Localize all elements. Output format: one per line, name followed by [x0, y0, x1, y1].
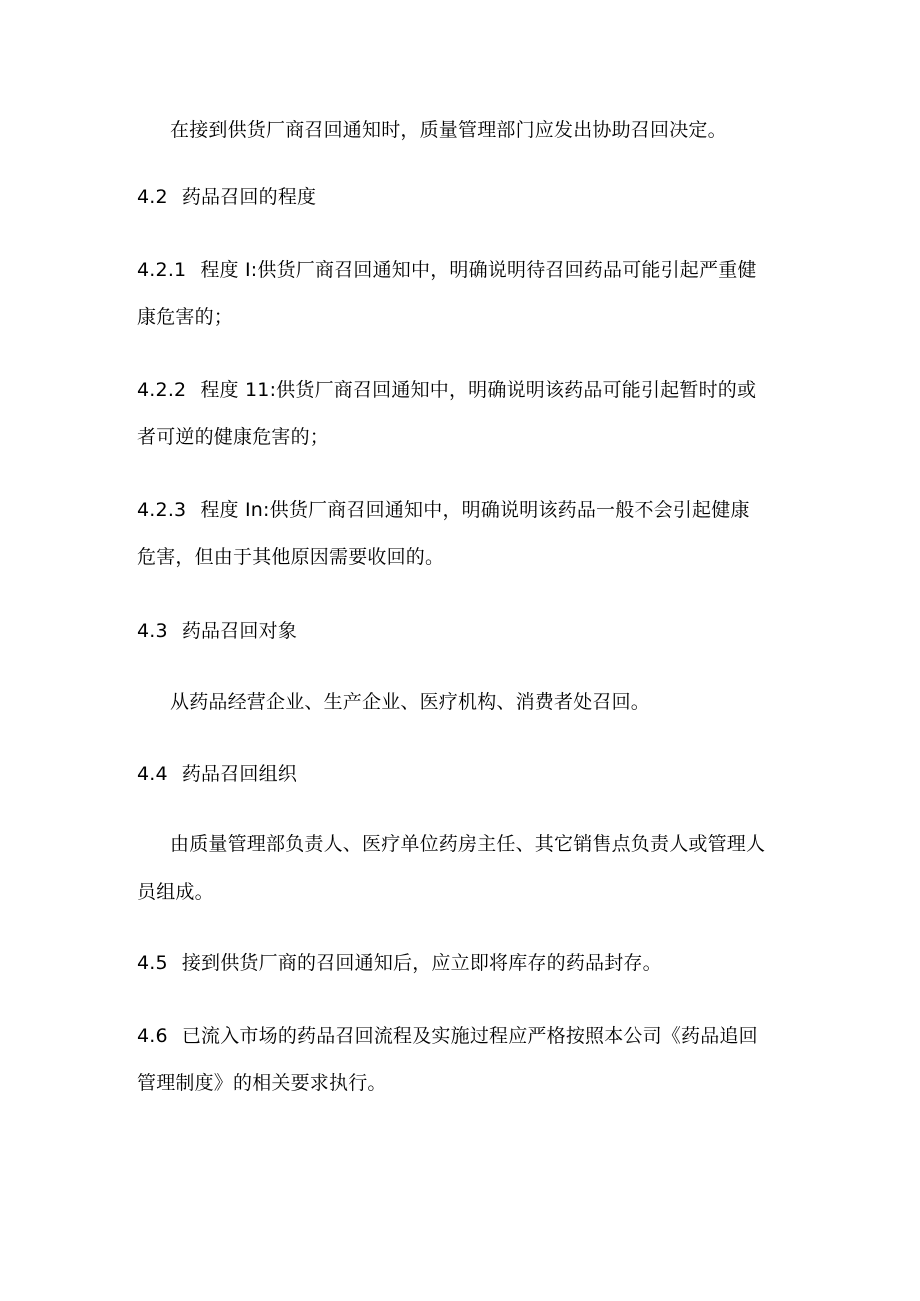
- section-text: 已流入市场的药品召回流程及实施过程应严格按照本公司《药品追回: [181, 1025, 758, 1047]
- section-number: 4.3: [137, 620, 168, 642]
- section-text: 程度 In:供货厂商召回通知中，明确说明该药品一般不会引起健康: [200, 499, 750, 521]
- section-number: 4.6: [137, 1025, 168, 1047]
- paragraph-recall-organization-line1: 由质量管理部负责人、医疗单位药房主任、其它销售点负责人或管理人: [170, 833, 766, 855]
- section-number: 4.2: [137, 186, 168, 208]
- section-4-4-heading: [137, 762, 297, 786]
- section-text: 程度 I:供货厂商召回通知中，明确说明待召回药品可能引起严重健: [200, 259, 757, 281]
- section-number: 4.2.2: [137, 379, 187, 401]
- section-text: 程度 11:供货厂商召回通知中，明确说明该药品可能引起暂时的或: [200, 379, 757, 401]
- paragraph-recall-notice: 在接到供货厂商召回通知时，质量管理部门应发出协助召回决定。: [170, 119, 727, 141]
- section-number: 4.2.1: [137, 259, 187, 281]
- section-number: 4.5: [137, 952, 168, 974]
- section-4-6-line1: [137, 1024, 758, 1048]
- section-4-2-2-line2: 者可逆的健康危害的；: [137, 426, 330, 448]
- section-4-2-3-line1: [137, 498, 750, 522]
- section-title: 药品召回组织: [181, 763, 298, 785]
- section-4-2-3-line2: 危害，但由于其他原因需要收回的。: [137, 546, 445, 568]
- section-4-2-1-line2: 康危害的；: [137, 306, 234, 328]
- section-4-2-heading: [137, 185, 316, 209]
- section-number: 4.2.3: [137, 499, 187, 521]
- section-4-6-line2: 管理制度》的相关要求执行。: [137, 1072, 387, 1094]
- section-4-2-2-line1: [137, 378, 756, 402]
- section-4-2-1-line1: [137, 258, 757, 282]
- section-title: 药品召回对象: [181, 620, 298, 642]
- paragraph-recall-organization-line2: 员组成。: [137, 881, 214, 903]
- section-title: 药品召回的程度: [181, 186, 317, 208]
- section-4-3-heading: [137, 619, 297, 643]
- section-text: 接到供货厂商的召回通知后，应立即将库存的药品封存。: [181, 952, 662, 974]
- paragraph-recall-targets: 从药品经营企业、生产企业、医疗机构、消费者处召回。: [170, 691, 651, 713]
- section-number: 4.4: [137, 763, 168, 785]
- section-4-5: [137, 951, 662, 975]
